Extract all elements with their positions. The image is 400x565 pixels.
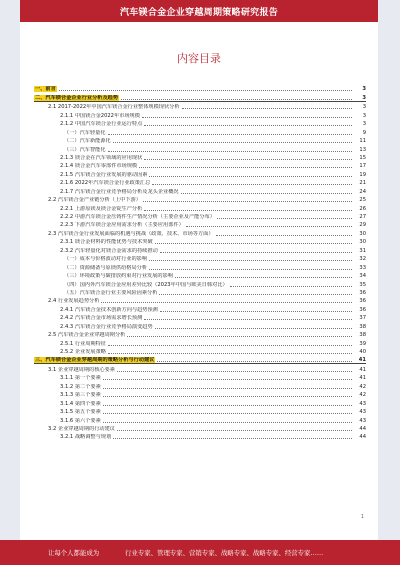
toc-entry-title: 3.1 企业穿越周期的核心要素 bbox=[48, 366, 115, 373]
toc-entry-page: 29 bbox=[359, 222, 366, 229]
toc-leader-dots bbox=[103, 379, 352, 380]
toc-entry-page: 19 bbox=[359, 171, 366, 178]
report-title: 汽车镁合金企业穿越周期策略研究报告 bbox=[119, 7, 279, 18]
toc-entry[interactable] bbox=[34, 364, 366, 372]
toc-entry[interactable] bbox=[34, 330, 366, 338]
toc-leader-dots bbox=[101, 302, 352, 303]
toc-entry-page: 30 bbox=[359, 230, 366, 237]
toc-entry-title: 3.2.1 战略调整与规划 bbox=[60, 434, 112, 441]
toc-entry[interactable] bbox=[34, 178, 366, 186]
toc-entry[interactable] bbox=[34, 432, 366, 440]
toc-leader-dots bbox=[144, 319, 352, 320]
toc-entry-page: 30 bbox=[359, 239, 366, 246]
toc-entry-title: 2.1 2017-2022年中国汽车镁合金行业整体规模现状分析 bbox=[48, 104, 180, 111]
toc-heading: 内容目录 bbox=[177, 52, 221, 65]
toc-leader-dots bbox=[149, 269, 352, 270]
toc-entry-page: 37 bbox=[359, 315, 366, 322]
toc-entry-title: 3.1.3 第三个要素 bbox=[60, 392, 101, 399]
toc-entry-page: 9 bbox=[362, 129, 366, 136]
toc-entry[interactable] bbox=[34, 110, 366, 118]
toc-entry-title: （五）汽车镁合金行业主要风险因素分析 bbox=[64, 289, 158, 296]
toc-entry[interactable] bbox=[34, 161, 366, 169]
toc-leader-dots bbox=[160, 311, 352, 312]
toc-leader-dots bbox=[108, 353, 352, 354]
toc-entry[interactable] bbox=[34, 398, 366, 406]
toc-entry-page: 32 bbox=[359, 256, 366, 263]
toc-entry[interactable] bbox=[34, 355, 366, 363]
toc-entry[interactable] bbox=[34, 186, 366, 194]
toc-entry-page: 36 bbox=[359, 306, 366, 313]
toc-entry-page: 15 bbox=[359, 154, 366, 161]
toc-entry-title: 2.1.4 镁合金汽车零部件市场规模 bbox=[60, 163, 138, 170]
toc-entry-title: 2.2.1 上游原镁及镁合金锭生产分析 bbox=[60, 205, 143, 212]
document-page bbox=[20, 0, 378, 540]
toc-entry-title: （四）国内外汽车镁合金应用差异比较（2023年中国与欧美日韩对比） bbox=[64, 281, 228, 288]
toc-leader-dots bbox=[149, 260, 352, 261]
toc-entry-page: 35 bbox=[359, 281, 366, 288]
toc-entry-page: 41 bbox=[359, 366, 366, 373]
toc-leader-dots bbox=[59, 90, 352, 91]
toc-leader-dots bbox=[113, 438, 352, 439]
toc-entry-page: 43 bbox=[359, 409, 366, 416]
toc-entry[interactable] bbox=[34, 373, 366, 381]
toc-entry[interactable] bbox=[34, 119, 366, 127]
toc-entry-title: 2.5 汽车镁合金企业穿越周期分析 bbox=[48, 332, 126, 339]
toc-leader-dots bbox=[103, 396, 352, 397]
toc-leader-dots bbox=[121, 99, 352, 100]
toc-entry-title: （一）汽车轻量化 bbox=[64, 129, 106, 136]
toc-entry-page: 38 bbox=[359, 323, 366, 330]
toc-entry-title: 3.1.6 第六个要素 bbox=[60, 417, 101, 424]
toc-entry[interactable] bbox=[34, 313, 366, 321]
toc-leader-dots bbox=[155, 243, 352, 244]
toc-leader-dots bbox=[103, 405, 352, 406]
toc-entry[interactable] bbox=[34, 254, 366, 262]
toc-entry-title: 2.1.2 中国汽车镁合金行业运行特点 bbox=[60, 121, 143, 128]
toc-leader-dots bbox=[139, 167, 352, 168]
toc-leader-dots bbox=[142, 117, 352, 118]
toc-entry-page: 43 bbox=[359, 400, 366, 407]
toc-entry-page: 36 bbox=[359, 298, 366, 305]
toc-leader-dots bbox=[144, 125, 352, 126]
toc-leader-dots bbox=[117, 430, 352, 431]
toc-entry[interactable] bbox=[34, 390, 366, 398]
toc-entry-title: 2.1.7 汽车镁合金行业竞争格局分析及龙头企业概况 bbox=[60, 188, 179, 195]
toc-entry-title: 三、汽车镁合金企业穿越周期的策略分析与行动建议 bbox=[35, 357, 155, 364]
toc-entry-title: 2.2.2 中游汽车镁合金压铸件生产情况分析（主要企业及产能分布） bbox=[60, 214, 215, 220]
toc-leader-dots bbox=[117, 371, 352, 372]
toc-entry-title: 3.2 企业穿越周期的行动建议 bbox=[48, 425, 115, 432]
toc-entry-page: 26 bbox=[359, 205, 366, 212]
toc-entry[interactable] bbox=[34, 228, 366, 236]
toc-entry-title: （一）成本与价格波动对行业的影响 bbox=[64, 256, 148, 263]
toc-entry-page: 31 bbox=[359, 247, 366, 254]
toc-entry-page: 3 bbox=[362, 112, 366, 119]
toc-entry-page: 42 bbox=[359, 383, 366, 390]
toc-entry-title: 2.4.1 汽车镁合金技术创新方向与趋势预测 bbox=[60, 306, 158, 313]
toc-leader-dots bbox=[108, 345, 352, 346]
toc-leader-dots bbox=[230, 286, 352, 287]
toc-entry[interactable] bbox=[34, 321, 366, 329]
toc-entry[interactable] bbox=[34, 203, 366, 211]
toc-leader-dots bbox=[217, 218, 352, 219]
toc-entry-page: 42 bbox=[359, 392, 366, 399]
toc-entry-title: 二、汽车镁合金企业行业分析及趋势 bbox=[35, 94, 119, 101]
toc-leader-dots bbox=[160, 252, 352, 253]
toc-entry[interactable] bbox=[34, 136, 366, 144]
toc-entry[interactable] bbox=[34, 237, 366, 245]
table-of-contents bbox=[34, 84, 366, 440]
toc-entry[interactable] bbox=[34, 381, 366, 389]
toc-leader-dots bbox=[144, 159, 352, 160]
toc-entry-page: 39 bbox=[359, 340, 366, 347]
toc-entry[interactable] bbox=[34, 169, 366, 177]
toc-entry-title: 2.3.2 汽车轻量化对镁合金需求的持续推动 bbox=[60, 247, 158, 254]
toc-leader-dots bbox=[143, 201, 352, 202]
toc-entry[interactable] bbox=[34, 220, 366, 228]
toc-entry-title: 2.1.6 2022年汽车镁合金行业政策汇总 bbox=[60, 180, 151, 187]
toc-entry-title: 2.4 行业发展趋势分析 bbox=[48, 298, 100, 305]
toc-entry-title: （三）环境政策与碳排放约束对行业发展的影响 bbox=[64, 273, 173, 280]
toc-leader-dots bbox=[157, 361, 352, 362]
toc-entry-page: 24 bbox=[359, 188, 366, 195]
toc-entry[interactable] bbox=[34, 424, 366, 432]
toc-entry-page: 27 bbox=[359, 214, 366, 220]
toc-entry-page: 3 bbox=[362, 104, 366, 111]
toc-entry[interactable] bbox=[34, 212, 366, 220]
toc-leader-dots bbox=[144, 210, 352, 211]
toc-entry-title: 3.1.4 第四个要素 bbox=[60, 400, 101, 407]
toc-entry-page: 13 bbox=[359, 146, 366, 153]
toc-entry[interactable] bbox=[34, 153, 366, 161]
toc-entry-title: 2.3.1 镁合金材料的性能优势与技术突破 bbox=[60, 239, 153, 246]
toc-entry[interactable] bbox=[34, 296, 366, 304]
toc-entry-title: 2.5.1 行业周期特征 bbox=[60, 340, 106, 347]
toc-entry[interactable] bbox=[34, 84, 366, 92]
toc-entry-title: 2.4.2 汽车镁合金市场需求增长预测 bbox=[60, 315, 143, 322]
toc-entry-page: 17 bbox=[359, 163, 366, 170]
toc-entry[interactable] bbox=[34, 127, 366, 135]
toc-entry-title: 2.1.1 中国镁合金2022年市场规模 bbox=[60, 112, 140, 119]
toc-leader-dots bbox=[152, 184, 352, 185]
toc-entry-title: 一、前言 bbox=[35, 86, 56, 93]
toc-entry-title: 2.3 汽车镁合金行业发展面临的机遇与挑战（政策、技术、市场等方面） bbox=[48, 230, 214, 237]
toc-entry-title: （二）汽车新能源化 bbox=[64, 138, 111, 145]
toc-entry-page: 36 bbox=[359, 289, 366, 296]
toc-entry-page: 34 bbox=[359, 273, 366, 280]
toc-leader-dots bbox=[103, 422, 352, 423]
toc-leader-dots bbox=[103, 388, 352, 389]
toc-entry[interactable] bbox=[34, 279, 366, 287]
toc-entry-page: 44 bbox=[359, 425, 366, 432]
toc-leader-dots bbox=[103, 413, 352, 414]
toc-entry-page: 40 bbox=[359, 349, 366, 355]
footer-slogan: 让每个人都能成为 bbox=[48, 549, 100, 557]
toc-leader-dots bbox=[216, 235, 352, 236]
toc-entry-page: 11 bbox=[359, 138, 366, 145]
toc-entry-page: 3 bbox=[362, 121, 366, 128]
toc-entry[interactable] bbox=[34, 338, 366, 346]
toc-entry[interactable] bbox=[34, 92, 366, 100]
toc-entry-title: 2.1.5 汽车镁合金行业发展的驱动因素 bbox=[60, 171, 148, 178]
toc-leader-dots bbox=[159, 294, 352, 295]
toc-entry[interactable] bbox=[34, 407, 366, 415]
toc-entry[interactable] bbox=[34, 415, 366, 423]
page-number: 1 bbox=[360, 514, 364, 520]
toc-entry[interactable] bbox=[34, 304, 366, 312]
toc-leader-dots bbox=[175, 277, 352, 278]
toc-entry[interactable] bbox=[34, 144, 366, 152]
toc-entry-title: 3.1.1 第一个要素 bbox=[60, 375, 101, 382]
toc-entry[interactable] bbox=[34, 102, 366, 110]
toc-entry-page: 3 bbox=[362, 94, 366, 101]
footer-roles: 行业专家、管理专家、营销专家、战略专家、战略专家、经营专家…… bbox=[125, 549, 324, 557]
toc-entry[interactable] bbox=[34, 271, 366, 279]
toc-leader-dots bbox=[155, 328, 352, 329]
toc-entry-title: 2.5.2 企业发展策略 bbox=[60, 349, 106, 355]
toc-entry-page: 41 bbox=[359, 375, 366, 382]
toc-leader-dots bbox=[108, 134, 352, 135]
toc-entry-title: 2.2.3 下游汽车镁合金应用需求分析（主要应用部件） bbox=[60, 222, 184, 229]
toc-entry-page: 21 bbox=[359, 180, 366, 187]
toc-entry-page: 44 bbox=[359, 434, 366, 441]
toc-leader-dots bbox=[127, 336, 352, 337]
toc-entry-title: 3.1.2 第二个要素 bbox=[60, 383, 101, 390]
toc-entry-page: 3 bbox=[362, 86, 366, 93]
toc-entry-title: 3.1.5 第五个要素 bbox=[60, 409, 101, 416]
toc-entry-title: （二）资源储备与原镁供给格局分析 bbox=[64, 264, 148, 271]
toc-entry-title: 2.1.3 镁合金在汽车领域的应用现状 bbox=[60, 154, 143, 161]
toc-leader-dots bbox=[186, 226, 352, 227]
toc-entry-page: 25 bbox=[359, 197, 366, 204]
toc-entry-page: 33 bbox=[359, 264, 366, 271]
toc-entry[interactable] bbox=[34, 245, 366, 253]
toc-leader-dots bbox=[182, 108, 352, 109]
toc-leader-dots bbox=[108, 151, 352, 152]
toc-entry[interactable] bbox=[34, 262, 366, 270]
toc-leader-dots bbox=[149, 176, 352, 177]
toc-entry-title: 2.2 汽车镁合金产业链分析（上中下游） bbox=[48, 197, 141, 204]
toc-entry-title: （三）汽车智能化 bbox=[64, 146, 106, 153]
toc-leader-dots bbox=[181, 193, 352, 194]
toc-entry[interactable] bbox=[34, 347, 366, 355]
toc-entry-page: 38 bbox=[359, 332, 366, 339]
toc-entry-page: 41 bbox=[358, 357, 366, 364]
report-header bbox=[20, 0, 378, 22]
toc-entry-title: 2.4.3 汽车镁合金行业竞争格局演变趋势 bbox=[60, 323, 153, 330]
toc-entry-page: 43 bbox=[359, 417, 366, 424]
toc-leader-dots bbox=[113, 142, 352, 143]
toc-entry[interactable] bbox=[34, 288, 366, 296]
footer-banner bbox=[0, 540, 400, 565]
toc-entry[interactable] bbox=[34, 195, 366, 203]
